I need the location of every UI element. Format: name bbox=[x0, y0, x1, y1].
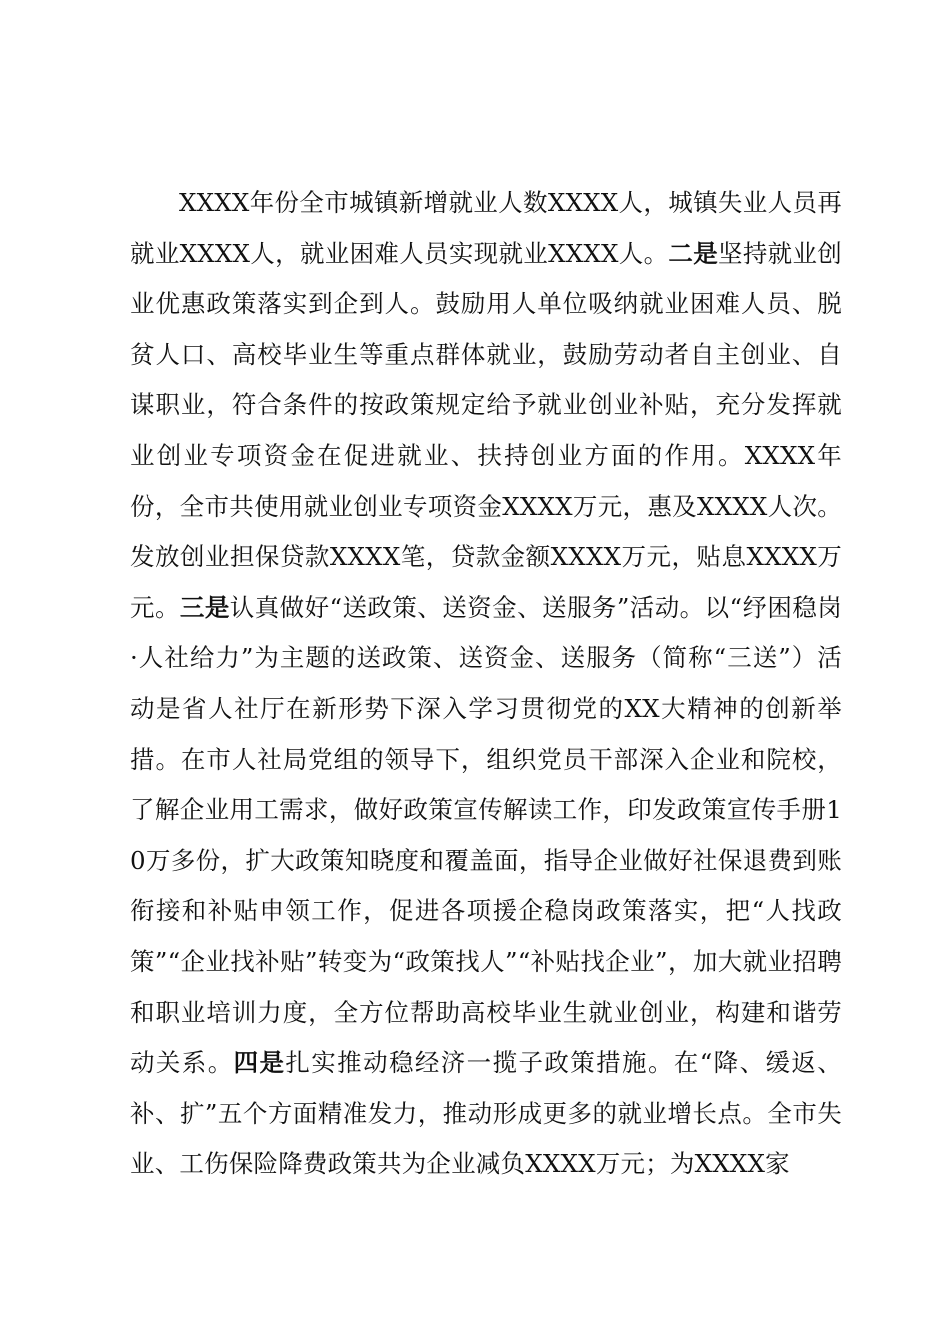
paragraph-text-segment: 坚持就业创业优惠政策落实到企到人。鼓励用人单位吸纳就业困难人员、脱贫人口、高校毕业生等重点群体就业，鼓励劳动者自主创业、自谋职业，符合条件的按政策规定给予就业创业补贴，充分发挥就业创业专项资金在促进就业、扶持创业方面的作用。XXXX年份，全市共使用就业创业专项资金XXXX万元，惠及XXXX人次。发放创业担保贷款XXXX笔，贷款金额XXXX万元，贴息XXXX万元。 bbox=[130, 238, 843, 622]
emphasis-marker-second: 二是 bbox=[668, 238, 719, 268]
emphasis-marker-fourth: 四是 bbox=[233, 1048, 286, 1078]
paragraph-text-segment: 扎实推动稳经济一揽子政策措施。在“降、缓返、补、扩”五个方面精准发力，推动形成更多的就业增长点。全市失业、工伤保险降费政策共为企业减负XXXX万元；为XXXX家 bbox=[130, 1048, 842, 1179]
emphasis-marker-third: 三是 bbox=[179, 592, 230, 622]
paragraph-text-segment: 认真做好“送政策、送资金、送服务”活动。以“纾困稳岗·人社给力”为主题的送政策、送资金、送服务（简称“三送”）活动是省人社厅在新形势下深入学习贯彻党的XX大精神的创新举措。在市人社局党组的领导下，组织党员干部深入企业和院校，了解企业用工需求，做好政策宣传解读工作，印发政策宣传手册10万多份，扩大政策知晓度和覆盖面，指导企业做好社保退费到账衔接和补贴申领工作，促进各项援企稳岗政策落实，把“人找政策”“企业找补贴”转变为“政策找人”“补贴找企业”，加大就业招聘和职业培训力度，全方位帮助高校毕业生就业创业，构建和谐劳动关系。 bbox=[130, 592, 843, 1078]
body-paragraph bbox=[130, 178, 842, 1190]
paragraph-text-segment: XXXX年份全市城镇新增就业人数XXXX人，城镇失业人员再就业XXXX人，就业困难人员实现就业XXXX人。 bbox=[130, 188, 842, 268]
